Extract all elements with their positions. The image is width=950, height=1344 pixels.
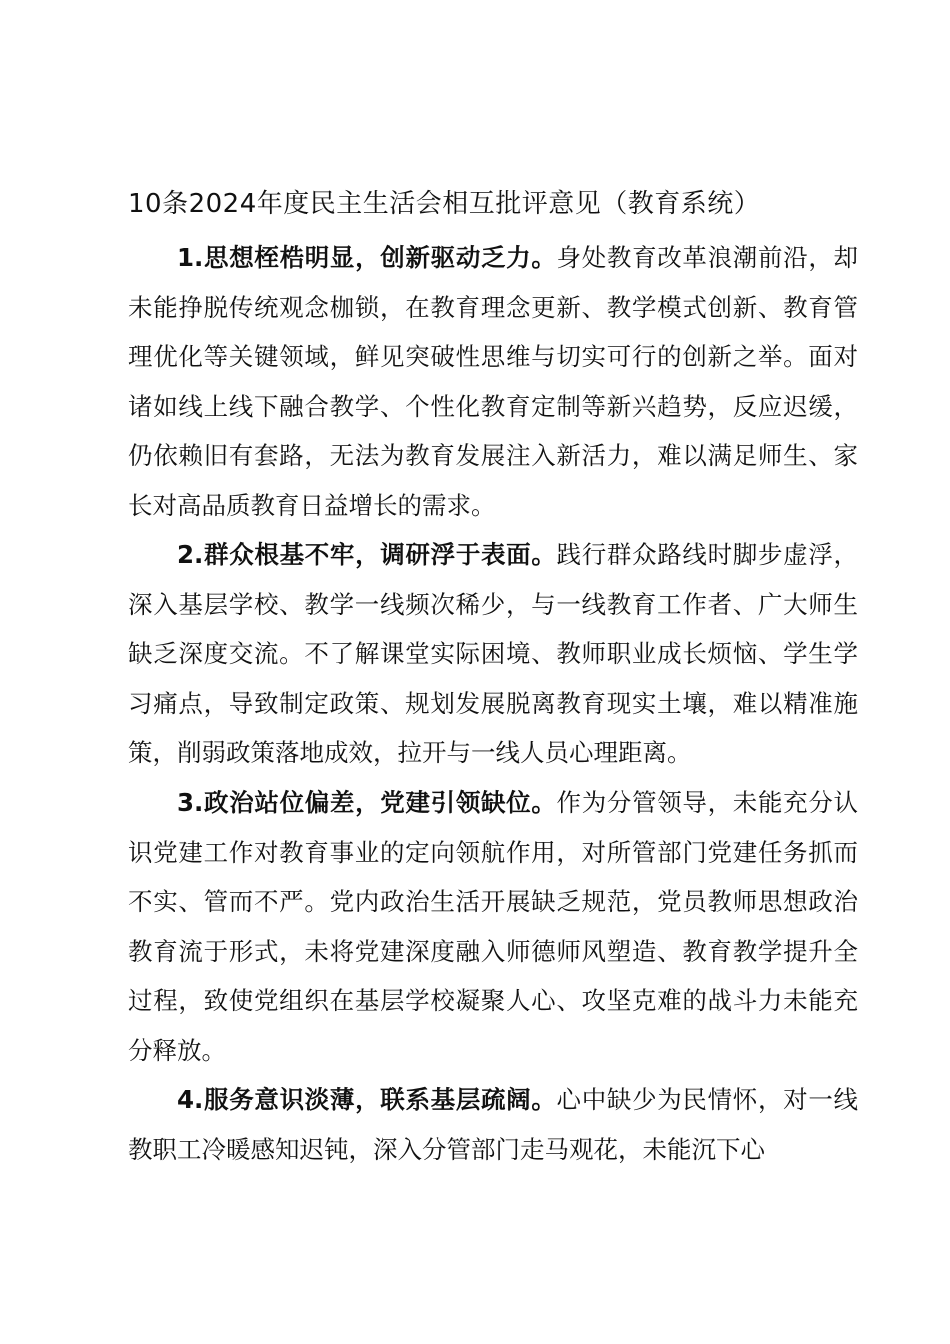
paragraph-3-heading: 3.政治站位偏差，党建引领缺位。 xyxy=(177,788,557,817)
paragraph-1 xyxy=(128,233,858,530)
paragraph-1-heading: 1.思想桎梏明显，创新驱动乏力。 xyxy=(177,243,557,272)
paragraph-2-heading: 2.群众根基不牢，调研浮于表面。 xyxy=(177,540,557,569)
document-title: 10条2024年度民主生活会相互批评意见（教育系统） xyxy=(128,189,761,219)
paragraph-4 xyxy=(128,1075,858,1174)
paragraph-2 xyxy=(128,530,858,778)
paragraph-4-body: 心中缺少为民情怀，对一线教职工冷暖感知迟钝，深入分管部门走马观花，未能沉下心 xyxy=(128,1085,858,1164)
paragraph-1-body: 身处教育改革浪潮前沿，却未能挣脱传统观念枷锁，在教育理念更新、教学模式创新、教育管理优化等关键领域，鲜见突破性思维与切实可行的创新之举。面对诸如线上线下融合教学、个性化教育定制等新兴趋势，反应迟缓，仍依赖旧有套路，无法为教育发展注入新活力，难以满足师生、家长对高品质教育日益增长的需求。 xyxy=(128,243,858,520)
paragraph-2-body: 践行群众路线时脚步虚浮，深入基层学校、教学一线频次稀少，与一线教育工作者、广大师生缺乏深度交流。不了解课堂实际困境、教师职业成长烦恼、学生学习痛点，导致制定政策、规划发展脱离教育现实土壤，难以精准施策，削弱政策落地成效，拉开与一线人员心理距离。 xyxy=(128,540,858,767)
paragraph-3 xyxy=(128,778,858,1075)
paragraph-4-heading: 4.服务意识淡薄，联系基层疏阔。 xyxy=(177,1085,557,1114)
paragraph-3-body: 作为分管领导，未能充分认识党建工作对教育事业的定向领航作用，对所管部门党建任务抓而不实、管而不严。党内政治生活开展缺乏规范，党员教师思想政治教育流于形式，未将党建深度融入师德师风塑造、教育教学提升全过程，致使党组织在基层学校凝聚人心、攻坚克难的战斗力未能充分释放。 xyxy=(128,788,858,1065)
